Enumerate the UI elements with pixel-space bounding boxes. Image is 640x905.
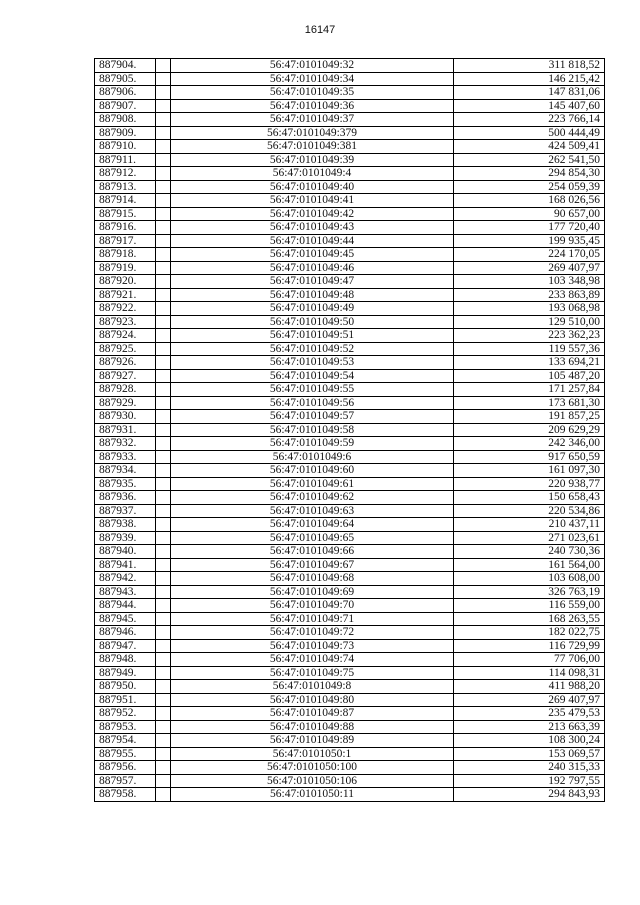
table-row <box>95 153 605 167</box>
cadastral-number-cell: 56:47:0101049:49 <box>171 302 454 316</box>
value-cell: 116 559,00 <box>454 599 605 613</box>
cadastral-number-cell: 56:47:0101049:51 <box>171 329 454 343</box>
spacer-cell <box>156 86 171 100</box>
table-row <box>95 288 605 302</box>
cadastral-number-cell: 56:47:0101049:63 <box>171 504 454 518</box>
row-number-cell: 887935. <box>95 477 156 491</box>
spacer-cell <box>156 356 171 370</box>
row-number-cell: 887933. <box>95 450 156 464</box>
spacer-cell <box>156 342 171 356</box>
cadastral-number-cell: 56:47:0101049:48 <box>171 288 454 302</box>
table-row <box>95 464 605 478</box>
table-row <box>95 437 605 451</box>
value-cell: 182 022,75 <box>454 626 605 640</box>
table-row <box>95 653 605 667</box>
row-number-cell: 887908. <box>95 113 156 127</box>
cadastral-number-cell: 56:47:0101049:43 <box>171 221 454 235</box>
spacer-cell <box>156 275 171 289</box>
row-number-cell: 887916. <box>95 221 156 235</box>
value-cell: 235 479,53 <box>454 707 605 721</box>
cadastral-number-cell: 56:47:0101049:89 <box>171 734 454 748</box>
row-number-cell: 887940. <box>95 545 156 559</box>
table-row <box>95 761 605 775</box>
value-cell: 411 988,20 <box>454 680 605 694</box>
spacer-cell <box>156 504 171 518</box>
cadastral-number-cell: 56:47:0101049:66 <box>171 545 454 559</box>
spacer-cell <box>156 450 171 464</box>
table-row <box>95 734 605 748</box>
row-number-cell: 887911. <box>95 153 156 167</box>
cadastral-number-cell: 56:47:0101049:70 <box>171 599 454 613</box>
spacer-cell <box>156 653 171 667</box>
cadastral-number-cell: 56:47:0101049:69 <box>171 585 454 599</box>
value-cell: 271 023,61 <box>454 531 605 545</box>
row-number-cell: 887938. <box>95 518 156 532</box>
value-cell: 77 706,00 <box>454 653 605 667</box>
cadastral-number-cell: 56:47:0101049:34 <box>171 72 454 86</box>
spacer-cell <box>156 558 171 572</box>
row-number-cell: 887943. <box>95 585 156 599</box>
spacer-cell <box>156 234 171 248</box>
table-row <box>95 504 605 518</box>
table-row <box>95 545 605 559</box>
value-cell: 153 069,57 <box>454 747 605 761</box>
spacer-cell <box>156 518 171 532</box>
spacer-cell <box>156 194 171 208</box>
cadastral-number-cell: 56:47:0101049:73 <box>171 639 454 653</box>
value-cell: 240 730,36 <box>454 545 605 559</box>
spacer-cell <box>156 545 171 559</box>
cadastral-number-cell: 56:47:0101049:88 <box>171 720 454 734</box>
row-number-cell: 887951. <box>95 693 156 707</box>
cadastral-number-cell: 56:47:0101049:40 <box>171 180 454 194</box>
spacer-cell <box>156 774 171 788</box>
table-row <box>95 558 605 572</box>
cadastral-number-cell: 56:47:0101049:41 <box>171 194 454 208</box>
row-number-cell: 887909. <box>95 126 156 140</box>
cadastral-number-cell: 56:47:0101049:55 <box>171 383 454 397</box>
value-cell: 424 509,41 <box>454 140 605 154</box>
row-number-cell: 887913. <box>95 180 156 194</box>
value-cell: 116 729,99 <box>454 639 605 653</box>
value-cell: 146 215,42 <box>454 72 605 86</box>
spacer-cell <box>156 396 171 410</box>
table-body <box>95 59 605 802</box>
table-row <box>95 221 605 235</box>
value-cell: 233 863,89 <box>454 288 605 302</box>
table-row <box>95 626 605 640</box>
row-number-cell: 887904. <box>95 59 156 73</box>
cadastral-number-cell: 56:47:0101050:100 <box>171 761 454 775</box>
spacer-cell <box>156 680 171 694</box>
value-cell: 168 026,56 <box>454 194 605 208</box>
row-number-cell: 887924. <box>95 329 156 343</box>
table-row <box>95 248 605 262</box>
cadastral-number-cell: 56:47:0101049:52 <box>171 342 454 356</box>
row-number-cell: 887922. <box>95 302 156 316</box>
row-number-cell: 887931. <box>95 423 156 437</box>
table-row <box>95 410 605 424</box>
row-number-cell: 887949. <box>95 666 156 680</box>
row-number-cell: 887920. <box>95 275 156 289</box>
table-row <box>95 59 605 73</box>
value-cell: 223 766,14 <box>454 113 605 127</box>
value-cell: 171 257,84 <box>454 383 605 397</box>
spacer-cell <box>156 423 171 437</box>
spacer-cell <box>156 261 171 275</box>
value-cell: 224 170,05 <box>454 248 605 262</box>
row-number-cell: 887937. <box>95 504 156 518</box>
value-cell: 145 407,60 <box>454 99 605 113</box>
spacer-cell <box>156 747 171 761</box>
table-row <box>95 302 605 316</box>
table-row <box>95 86 605 100</box>
spacer-cell <box>156 626 171 640</box>
table-row <box>95 383 605 397</box>
value-cell: 108 300,24 <box>454 734 605 748</box>
cadastral-number-cell: 56:47:0101049:381 <box>171 140 454 154</box>
value-cell: 254 059,39 <box>454 180 605 194</box>
spacer-cell <box>156 572 171 586</box>
table-row <box>95 491 605 505</box>
row-number-cell: 887921. <box>95 288 156 302</box>
spacer-cell <box>156 639 171 653</box>
value-cell: 917 650,59 <box>454 450 605 464</box>
value-cell: 161 564,00 <box>454 558 605 572</box>
spacer-cell <box>156 59 171 73</box>
table-row <box>95 329 605 343</box>
row-number-cell: 887906. <box>95 86 156 100</box>
value-cell: 269 407,97 <box>454 261 605 275</box>
spacer-cell <box>156 693 171 707</box>
row-number-cell: 887928. <box>95 383 156 397</box>
table-row <box>95 774 605 788</box>
spacer-cell <box>156 612 171 626</box>
spacer-cell <box>156 126 171 140</box>
cadastral-number-cell: 56:47:0101049:39 <box>171 153 454 167</box>
value-cell: 119 557,36 <box>454 342 605 356</box>
row-number-cell: 887915. <box>95 207 156 221</box>
cadastral-number-cell: 56:47:0101049:57 <box>171 410 454 424</box>
cadastral-number-cell: 56:47:0101049:46 <box>171 261 454 275</box>
table-row <box>95 140 605 154</box>
row-number-cell: 887926. <box>95 356 156 370</box>
value-cell: 133 694,21 <box>454 356 605 370</box>
spacer-cell <box>156 464 171 478</box>
value-cell: 199 935,45 <box>454 234 605 248</box>
spacer-cell <box>156 707 171 721</box>
table-row <box>95 194 605 208</box>
value-cell: 326 763,19 <box>454 585 605 599</box>
row-number-cell: 887948. <box>95 653 156 667</box>
row-number-cell: 887923. <box>95 315 156 329</box>
spacer-cell <box>156 585 171 599</box>
value-cell: 105 487,20 <box>454 369 605 383</box>
row-number-cell: 887954. <box>95 734 156 748</box>
row-number-cell: 887929. <box>95 396 156 410</box>
cadastral-number-cell: 56:47:0101049:58 <box>171 423 454 437</box>
row-number-cell: 887925. <box>95 342 156 356</box>
cadastral-number-cell: 56:47:0101049:47 <box>171 275 454 289</box>
value-cell: 90 657,00 <box>454 207 605 221</box>
row-number-cell: 887955. <box>95 747 156 761</box>
row-number-cell: 887930. <box>95 410 156 424</box>
row-number-cell: 887942. <box>95 572 156 586</box>
spacer-cell <box>156 491 171 505</box>
cadastral-number-cell: 56:47:0101049:71 <box>171 612 454 626</box>
row-number-cell: 887956. <box>95 761 156 775</box>
row-number-cell: 887919. <box>95 261 156 275</box>
table-row <box>95 788 605 802</box>
value-cell: 191 857,25 <box>454 410 605 424</box>
row-number-cell: 887905. <box>95 72 156 86</box>
value-cell: 500 444,49 <box>454 126 605 140</box>
table-row <box>95 113 605 127</box>
cadastral-number-cell: 56:47:0101049:37 <box>171 113 454 127</box>
spacer-cell <box>156 113 171 127</box>
cadastral-number-cell: 56:47:0101049:62 <box>171 491 454 505</box>
row-number-cell: 887957. <box>95 774 156 788</box>
value-cell: 150 658,43 <box>454 491 605 505</box>
table-row <box>95 612 605 626</box>
spacer-cell <box>156 531 171 545</box>
spacer-cell <box>156 288 171 302</box>
cadastral-number-cell: 56:47:0101049:59 <box>171 437 454 451</box>
spacer-cell <box>156 180 171 194</box>
row-number-cell: 887932. <box>95 437 156 451</box>
spacer-cell <box>156 788 171 802</box>
spacer-cell <box>156 599 171 613</box>
cadastral-number-cell: 56:47:0101050:106 <box>171 774 454 788</box>
cadastral-number-cell: 56:47:0101049:32 <box>171 59 454 73</box>
spacer-cell <box>156 410 171 424</box>
table-row <box>95 518 605 532</box>
spacer-cell <box>156 437 171 451</box>
table-row <box>95 261 605 275</box>
table-row <box>95 531 605 545</box>
value-cell: 242 346,00 <box>454 437 605 451</box>
row-number-cell: 887927. <box>95 369 156 383</box>
cadastral-number-cell: 56:47:0101050:11 <box>171 788 454 802</box>
table-row <box>95 180 605 194</box>
table-row <box>95 599 605 613</box>
row-number-cell: 887918. <box>95 248 156 262</box>
value-cell: 193 068,98 <box>454 302 605 316</box>
spacer-cell <box>156 207 171 221</box>
spacer-cell <box>156 477 171 491</box>
value-cell: 262 541,50 <box>454 153 605 167</box>
spacer-cell <box>156 302 171 316</box>
cadastral-number-cell: 56:47:0101049:65 <box>171 531 454 545</box>
cadastral-number-cell: 56:47:0101049:379 <box>171 126 454 140</box>
cadastral-number-cell: 56:47:0101049:4 <box>171 167 454 181</box>
spacer-cell <box>156 761 171 775</box>
cadastral-number-cell: 56:47:0101049:68 <box>171 572 454 586</box>
table-row <box>95 680 605 694</box>
cadastral-number-cell: 56:47:0101049:64 <box>171 518 454 532</box>
cadastral-number-cell: 56:47:0101049:44 <box>171 234 454 248</box>
cadastral-number-cell: 56:47:0101049:53 <box>171 356 454 370</box>
cadastral-number-cell: 56:47:0101049:50 <box>171 315 454 329</box>
spacer-cell <box>156 720 171 734</box>
row-number-cell: 887944. <box>95 599 156 613</box>
table-row <box>95 342 605 356</box>
row-number-cell: 887953. <box>95 720 156 734</box>
cadastral-number-cell: 56:47:0101049:75 <box>171 666 454 680</box>
spacer-cell <box>156 369 171 383</box>
cadastral-number-cell: 56:47:0101049:36 <box>171 99 454 113</box>
table-row <box>95 275 605 289</box>
spacer-cell <box>156 734 171 748</box>
row-number-cell: 887917. <box>95 234 156 248</box>
cadastral-number-cell: 56:47:0101050:1 <box>171 747 454 761</box>
value-cell: 147 831,06 <box>454 86 605 100</box>
table-row <box>95 72 605 86</box>
row-number-cell: 887958. <box>95 788 156 802</box>
cadastral-number-cell: 56:47:0101049:60 <box>171 464 454 478</box>
spacer-cell <box>156 99 171 113</box>
row-number-cell: 887952. <box>95 707 156 721</box>
value-cell: 168 263,55 <box>454 612 605 626</box>
cadastral-number-cell: 56:47:0101049:35 <box>171 86 454 100</box>
row-number-cell: 887947. <box>95 639 156 653</box>
row-number-cell: 887946. <box>95 626 156 640</box>
value-cell: 161 097,30 <box>454 464 605 478</box>
value-cell: 294 843,93 <box>454 788 605 802</box>
cadastral-number-cell: 56:47:0101049:42 <box>171 207 454 221</box>
spacer-cell <box>156 315 171 329</box>
value-cell: 311 818,52 <box>454 59 605 73</box>
value-cell: 223 362,23 <box>454 329 605 343</box>
value-cell: 177 720,40 <box>454 221 605 235</box>
value-cell: 114 098,31 <box>454 666 605 680</box>
table-row <box>95 477 605 491</box>
table-row <box>95 747 605 761</box>
cadastral-number-cell: 56:47:0101049:72 <box>171 626 454 640</box>
value-cell: 220 534,86 <box>454 504 605 518</box>
cadastral-number-cell: 56:47:0101049:54 <box>171 369 454 383</box>
table-row <box>95 167 605 181</box>
row-number-cell: 887939. <box>95 531 156 545</box>
page-number: 16147 <box>304 24 336 36</box>
table-row <box>95 315 605 329</box>
value-cell: 103 608,00 <box>454 572 605 586</box>
row-number-cell: 887936. <box>95 491 156 505</box>
table-row <box>95 234 605 248</box>
table-row <box>95 423 605 437</box>
spacer-cell <box>156 383 171 397</box>
table-row <box>95 369 605 383</box>
cadastral-number-cell: 56:47:0101049:6 <box>171 450 454 464</box>
row-number-cell: 887945. <box>95 612 156 626</box>
value-cell: 210 437,11 <box>454 518 605 532</box>
table-row <box>95 396 605 410</box>
row-number-cell: 887912. <box>95 167 156 181</box>
table-row <box>95 693 605 707</box>
spacer-cell <box>156 666 171 680</box>
cadastral-number-cell: 56:47:0101049:8 <box>171 680 454 694</box>
cadastral-number-cell: 56:47:0101049:56 <box>171 396 454 410</box>
row-number-cell: 887941. <box>95 558 156 572</box>
row-number-cell: 887934. <box>95 464 156 478</box>
table-row <box>95 707 605 721</box>
cadastral-number-cell: 56:47:0101049:87 <box>171 707 454 721</box>
spacer-cell <box>156 329 171 343</box>
spacer-cell <box>156 140 171 154</box>
table-row <box>95 126 605 140</box>
cadastral-number-cell: 56:47:0101049:80 <box>171 693 454 707</box>
spacer-cell <box>156 248 171 262</box>
value-cell: 269 407,97 <box>454 693 605 707</box>
spacer-cell <box>156 221 171 235</box>
value-cell: 103 348,98 <box>454 275 605 289</box>
value-cell: 220 938,77 <box>454 477 605 491</box>
table-row <box>95 572 605 586</box>
value-cell: 294 854,30 <box>454 167 605 181</box>
spacer-cell <box>156 167 171 181</box>
cadastral-number-cell: 56:47:0101049:61 <box>171 477 454 491</box>
row-number-cell: 887907. <box>95 99 156 113</box>
value-cell: 240 315,33 <box>454 761 605 775</box>
row-number-cell: 887910. <box>95 140 156 154</box>
table-row <box>95 356 605 370</box>
table-row <box>95 585 605 599</box>
spacer-cell <box>156 153 171 167</box>
value-cell: 173 681,30 <box>454 396 605 410</box>
cadastral-value-table <box>94 58 605 802</box>
value-cell: 209 629,29 <box>454 423 605 437</box>
table-row <box>95 639 605 653</box>
cadastral-number-cell: 56:47:0101049:67 <box>171 558 454 572</box>
row-number-cell: 887950. <box>95 680 156 694</box>
cadastral-number-cell: 56:47:0101049:74 <box>171 653 454 667</box>
value-cell: 129 510,00 <box>454 315 605 329</box>
table-row <box>95 450 605 464</box>
table-row <box>95 666 605 680</box>
spacer-cell <box>156 72 171 86</box>
cadastral-number-cell: 56:47:0101049:45 <box>171 248 454 262</box>
table-row <box>95 720 605 734</box>
value-cell: 213 663,39 <box>454 720 605 734</box>
table-row <box>95 99 605 113</box>
table-row <box>95 207 605 221</box>
value-cell: 192 797,55 <box>454 774 605 788</box>
row-number-cell: 887914. <box>95 194 156 208</box>
